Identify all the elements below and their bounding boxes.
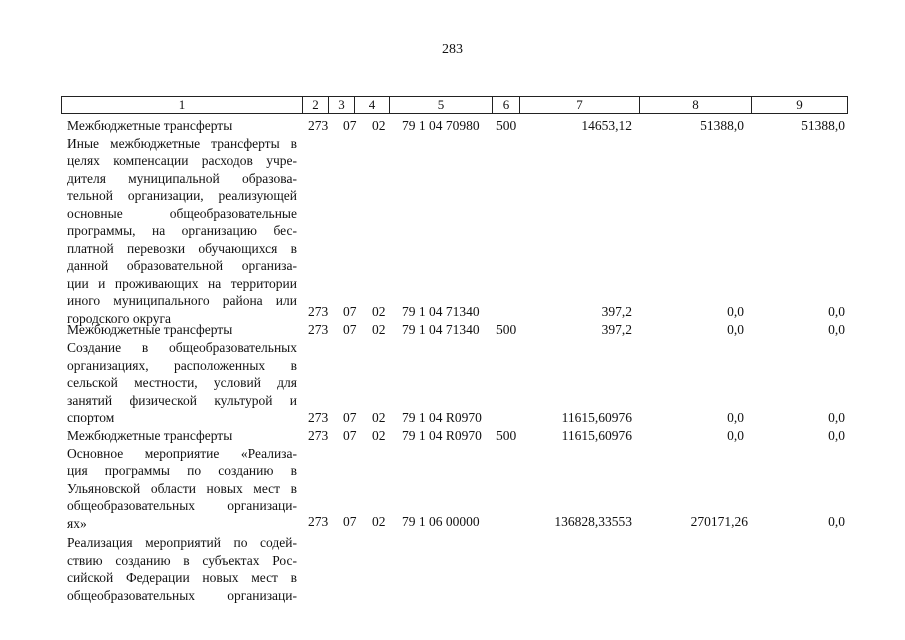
- description-line: общеобразовательных организаци-: [67, 587, 297, 603]
- cell-amount-col7: 11615,60976: [561, 410, 632, 425]
- description-line: организациях, расположенных в: [67, 357, 297, 373]
- table-header: [61, 96, 848, 114]
- cell-amount-col9: 0,0: [828, 322, 845, 337]
- description-line: сийской Федерации новых мест в: [67, 570, 297, 585]
- header-col-4: 4: [368, 97, 376, 112]
- cell-expense-type: 500: [496, 322, 517, 337]
- description-line: ции и проживающих на территории: [67, 275, 297, 291]
- cell-subsection: 02: [372, 322, 386, 337]
- row-description: [67, 427, 297, 445]
- cell-section: 07: [343, 514, 357, 529]
- cell-amount-col8: 0,0: [727, 322, 744, 337]
- cell-subsection: 02: [372, 410, 386, 425]
- description-line: общеобразовательных организаци-: [67, 498, 297, 513]
- cell-amount-col7: 14653,12: [581, 118, 632, 133]
- cell-amount-col9: 0,0: [828, 410, 845, 425]
- cell-amount-col9: 0,0: [828, 514, 845, 529]
- cell-target-article: 79 1 04 71340: [402, 304, 480, 319]
- description-line: Межбюджетные трансферты: [67, 118, 233, 133]
- header-col-1: 1: [178, 97, 186, 112]
- page-number: 283: [442, 42, 463, 57]
- description-line: сельской местности, условий для: [67, 375, 297, 390]
- cell-amount-col7: 11615,60976: [561, 428, 632, 443]
- description-line: Создание в общеобразовательных: [67, 340, 297, 355]
- row-description: [67, 445, 297, 533]
- cell-amount-col8: 0,0: [727, 304, 744, 319]
- cell-section: 07: [343, 118, 357, 133]
- cell-amount-col7: 397,2: [601, 304, 632, 319]
- row-description: [67, 534, 297, 604]
- row-description: [67, 117, 297, 135]
- cell-section: 07: [343, 322, 357, 337]
- cell-section: 07: [343, 428, 357, 443]
- description-line: Межбюджетные трансферты: [67, 322, 233, 337]
- description-line: основные общеобразовательные: [67, 205, 297, 221]
- cell-target-article: 79 1 06 00000: [402, 514, 480, 529]
- cell-admin: 273: [308, 428, 329, 443]
- cell-expense-type: 500: [496, 118, 517, 133]
- cell-target-article: 79 1 04 70980: [402, 118, 480, 133]
- header-col-6: 6: [502, 97, 510, 112]
- description-line: спортом: [67, 410, 115, 425]
- cell-admin: 273: [308, 514, 329, 529]
- description-line: занятий физической культурой и: [67, 392, 297, 408]
- description-line: Основное мероприятие «Реализа-: [67, 445, 297, 461]
- cell-amount-col8: 0,0: [727, 428, 744, 443]
- description-line: дителя муниципальной образова-: [67, 170, 297, 186]
- description-line: Ульяновской области новых мест в: [67, 480, 297, 496]
- description-line: Реализация мероприятий по содей-: [67, 535, 297, 550]
- cell-target-article: 79 1 04 R0970: [402, 428, 482, 443]
- cell-target-article: 79 1 04 71340: [402, 322, 480, 337]
- description-line: данной образовательной организа-: [67, 258, 297, 273]
- row-description: [67, 135, 297, 328]
- cell-subsection: 02: [372, 428, 386, 443]
- header-col-3: 3: [338, 97, 345, 112]
- description-line: ствию созданию в субъектах Рос-: [67, 552, 297, 568]
- row-description: [67, 321, 297, 339]
- description-line: Иные межбюджетные трансферты в: [67, 135, 297, 151]
- description-line: ях»: [67, 515, 87, 531]
- header-col-9: 9: [796, 97, 803, 112]
- cell-admin: 273: [308, 322, 329, 337]
- cell-amount-col8: 51388,0: [700, 118, 744, 133]
- description-line: ция программы по созданию в: [67, 463, 297, 478]
- cell-amount-col9: 0,0: [828, 304, 845, 319]
- cell-subsection: 02: [372, 118, 386, 133]
- cell-amount-col8: 0,0: [727, 410, 744, 425]
- header-col-2: 2: [312, 97, 319, 112]
- cell-amount-col9: 0,0: [828, 428, 845, 443]
- description-line: Межбюджетные трансферты: [67, 428, 233, 443]
- cell-amount-col9: 51388,0: [801, 118, 845, 133]
- row-description: [67, 339, 297, 427]
- cell-subsection: 02: [372, 304, 386, 319]
- cell-admin: 273: [308, 304, 329, 319]
- cell-subsection: 02: [372, 514, 386, 529]
- description-line: тельной организации, реализующей: [67, 188, 297, 203]
- cell-section: 07: [343, 304, 357, 319]
- header-col-7: 7: [576, 97, 583, 112]
- description-line: программы, на организацию бес-: [67, 223, 297, 238]
- description-line: иного муниципального района или: [67, 293, 297, 308]
- description-line: целях компенсации расходов учре-: [67, 153, 297, 168]
- description-line: городского округа: [67, 310, 172, 326]
- cell-amount-col8: 270171,26: [690, 514, 748, 529]
- header-col-5: 5: [437, 97, 445, 112]
- cell-amount-col7: 397,2: [601, 322, 632, 337]
- cell-section: 07: [343, 410, 357, 425]
- cell-admin: 273: [308, 410, 329, 425]
- description-line: платной перевозки обучающихся в: [67, 240, 297, 256]
- cell-target-article: 79 1 04 R0970: [402, 410, 482, 425]
- cell-expense-type: 500: [496, 428, 517, 443]
- cell-admin: 273: [308, 118, 329, 133]
- header-col-8: 8: [692, 97, 699, 112]
- cell-amount-col7: 136828,33553: [554, 514, 632, 529]
